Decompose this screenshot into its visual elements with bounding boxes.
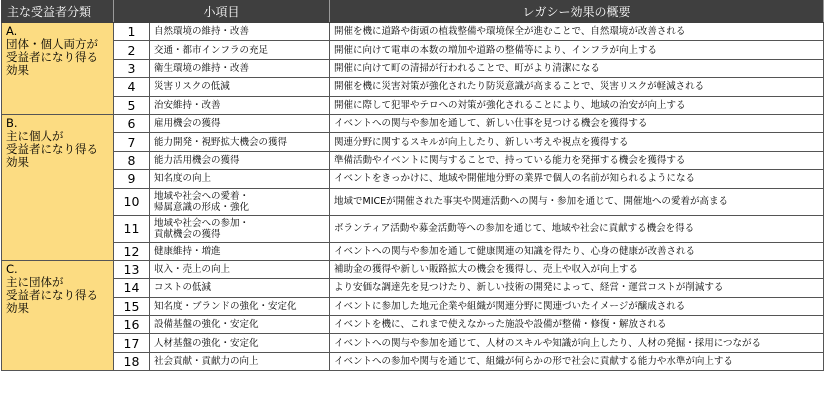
- effect-cell: イベントをきっかけに、地域や開催地分野の業界で個人の名前が知られるようになる: [330, 170, 824, 188]
- category-label-line: 受益者になり得る: [6, 50, 98, 64]
- item-cell: 人材基盤の強化・安定化: [150, 334, 330, 352]
- table-row: [2, 334, 824, 352]
- category-label-line: 効果: [6, 300, 29, 315]
- category-label-line: A.: [6, 24, 18, 38]
- effect-cell: 開催を機に災害対策が強化されたり防災意識が高まることで、災害リスクが軽減される: [330, 78, 824, 96]
- effect-cell: 開催を機に道路や街頭の植栽整備や環境保全が進むことで、自然環境が改善される: [330, 23, 824, 41]
- table-row: [2, 78, 824, 96]
- item-line: 貢献機会の獲得: [154, 228, 221, 240]
- effect-cell: イベントを機に、これまで使えなかった施設や設備が整備・修復・解放される: [330, 316, 824, 334]
- row-number: 13: [114, 260, 150, 278]
- table-row: [2, 188, 824, 215]
- item-cell: 設備基盤の強化・安定化: [150, 316, 330, 334]
- item-cell: 災害リスクの低減: [150, 78, 330, 96]
- effect-cell: 開催に際して犯罪やテロへの対策が強化されることにより、地域の治安が向上する: [330, 96, 824, 114]
- effect-cell: ボランティア活動や募金活動等への参加を通じて、地域や社会に貢献する機会を得る: [330, 215, 824, 242]
- item-cell: 社会貢献・貢献力の向上: [150, 352, 330, 370]
- item-cell: コストの低減: [150, 279, 330, 297]
- table-row: [2, 133, 824, 151]
- effect-cell: イベントへの関与や参加を通して健康関連の知識を得たり、心身の健康が改善される: [330, 242, 824, 260]
- row-number: 9: [114, 170, 150, 188]
- item-cell: 交通・都市インフラの充足: [150, 41, 330, 59]
- category-cell: [2, 260, 114, 370]
- category-label-line: 主に団体が: [6, 274, 64, 289]
- category-label-line: B.: [6, 115, 18, 130]
- row-number: 4: [114, 78, 150, 96]
- effect-cell: 地域でMICEが開催された事実や関連活動への関与・参加を通じて、開催地への愛着が高まる: [330, 188, 824, 215]
- effect-cell: 補助金の獲得や新しい販路拡大の機会を獲得し、売上や収入が向上する: [330, 260, 824, 278]
- table-body: [2, 23, 824, 371]
- item-cell: 治安維持・改善: [150, 96, 330, 114]
- item-cell: 収入・売上の向上: [150, 260, 330, 278]
- item-cell: 自然環境の維持・改善: [150, 23, 330, 41]
- row-number: 1: [114, 23, 150, 41]
- item-cell: 能力活用機会の獲得: [150, 151, 330, 169]
- table-row: [2, 260, 824, 278]
- row-number: 15: [114, 297, 150, 315]
- item-cell: 知名度・ブランドの強化・安定化: [150, 297, 330, 315]
- item-line: 地域や社会への愛着・: [154, 190, 250, 202]
- row-number: 7: [114, 133, 150, 151]
- category-label-line: 団体・個人両方が: [6, 37, 98, 51]
- item-cell: [150, 188, 330, 215]
- item-cell: 知名度の向上: [150, 170, 330, 188]
- row-number: 12: [114, 242, 150, 260]
- item-cell: 衛生環境の維持・改善: [150, 59, 330, 77]
- effect-cell: イベントに参加した地元企業や組織が関連分野に関連づいたイメージが醸成される: [330, 297, 824, 315]
- row-number: 5: [114, 96, 150, 114]
- table-row: [2, 170, 824, 188]
- category-label-line: 効果: [6, 154, 29, 169]
- header-effect: レガシー効果の概要: [330, 1, 824, 23]
- effect-cell: イベントへの関与や参加を通して、新しい仕事を見つける機会を獲得する: [330, 114, 824, 132]
- category-cell: [2, 114, 114, 260]
- item-cell: [150, 215, 330, 242]
- row-number: 10: [114, 188, 150, 215]
- legacy-effects-table: [1, 0, 824, 371]
- table-row: [2, 297, 824, 315]
- header-row: [2, 1, 824, 23]
- category-label-line: 主に個人が: [6, 128, 64, 143]
- item-line: 地域や社会への参加・: [154, 217, 250, 229]
- table-row: [2, 242, 824, 260]
- row-number: 14: [114, 279, 150, 297]
- table-row: [2, 23, 824, 41]
- row-number: 8: [114, 151, 150, 169]
- table-row: [2, 114, 824, 132]
- row-number: 3: [114, 59, 150, 77]
- effect-cell: イベントへの関与や参加を通じて、人材のスキルや知識が向上したり、人材の発掘・採用につながる: [330, 334, 824, 352]
- category-label-line: C.: [6, 261, 18, 276]
- header-category: 主な受益者分類: [2, 1, 114, 23]
- effect-cell: 開催に向けて町の清掃が行われることで、町がより清潔になる: [330, 59, 824, 77]
- item-cell: 能力開発・視野拡大機会の獲得: [150, 133, 330, 151]
- table-row: [2, 96, 824, 114]
- row-number: 11: [114, 215, 150, 242]
- table-row: [2, 316, 824, 334]
- effect-cell: 準備活動やイベントに関与することで、持っている能力を発揮する機会を獲得する: [330, 151, 824, 169]
- category-label-line: 受益者になり得る: [6, 287, 98, 302]
- table-row: [2, 41, 824, 59]
- category-label-line: 効果: [6, 63, 29, 77]
- table-row: [2, 352, 824, 370]
- effect-cell: 関連分野に関するスキルが向上したり、新しい考えや視点を獲得する: [330, 133, 824, 151]
- header-item: 小項目: [114, 1, 330, 23]
- table-row: [2, 59, 824, 77]
- effect-cell: 開催に向けて電車の本数の増加や道路の整備等により、インフラが向上する: [330, 41, 824, 59]
- table-row: [2, 151, 824, 169]
- item-cell: 健康維持・増進: [150, 242, 330, 260]
- category-cell: [2, 23, 114, 115]
- row-number: 16: [114, 316, 150, 334]
- category-label-line: 受益者になり得る: [6, 141, 98, 156]
- effect-cell: より安価な調達先を見つけたり、新しい技術の開発によって、経営・運営コストが削減する: [330, 279, 824, 297]
- table-row: [2, 215, 824, 242]
- row-number: 17: [114, 334, 150, 352]
- effect-cell: イベントへの参加や関与を通じて、組織が何らかの形で社会に貢献する能力や水準が向上する: [330, 352, 824, 370]
- row-number: 6: [114, 114, 150, 132]
- row-number: 18: [114, 352, 150, 370]
- item-cell: 雇用機会の獲得: [150, 114, 330, 132]
- item-line: 帰属意識の形成・強化: [154, 201, 250, 213]
- row-number: 2: [114, 41, 150, 59]
- table-row: [2, 279, 824, 297]
